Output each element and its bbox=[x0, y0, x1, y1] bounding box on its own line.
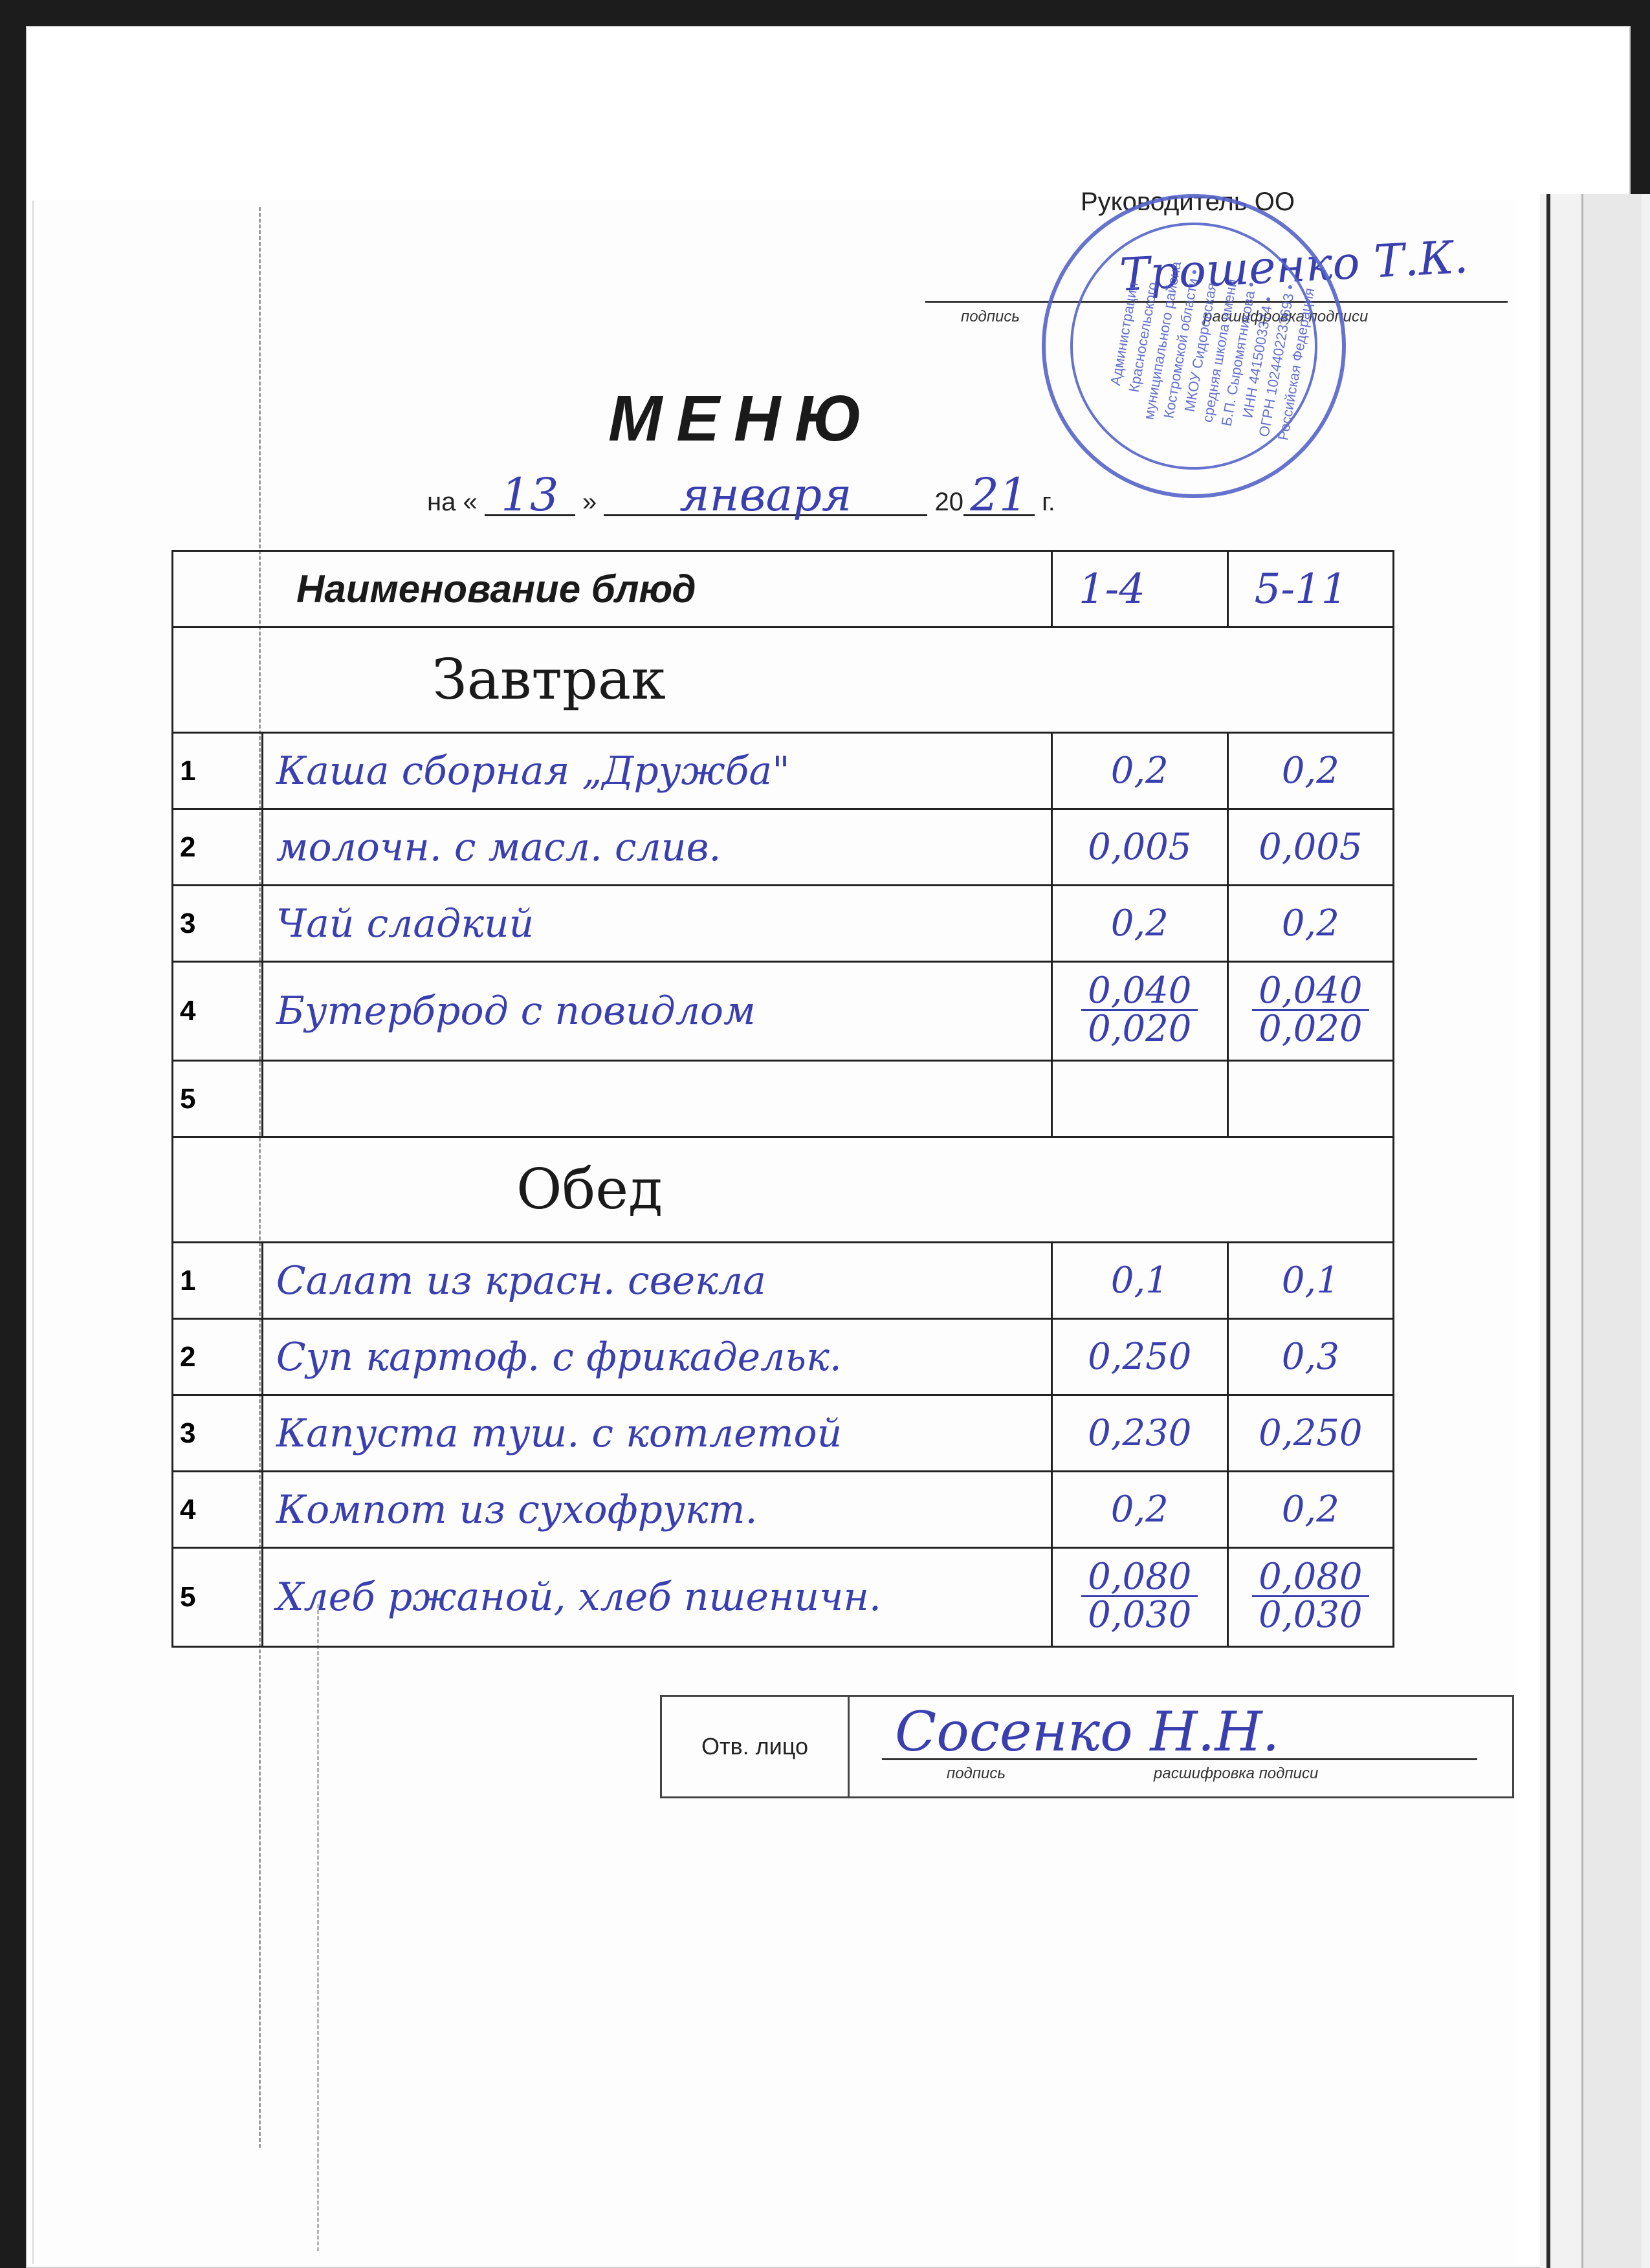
portion-5-11 bbox=[1227, 962, 1393, 1061]
header-col-grades-5-11: 5-11 bbox=[1227, 551, 1393, 627]
menu-date bbox=[427, 468, 1055, 521]
portion-5-11: 0,3 bbox=[1227, 1319, 1393, 1395]
dish-name: Хлеб ржаной, хлеб пшеничн. bbox=[262, 1548, 1051, 1647]
fraction-top: 0,040 bbox=[1081, 973, 1198, 1011]
decode-caption: расшифровка подписи bbox=[1154, 1765, 1319, 1782]
paper-edge bbox=[1540, 194, 1650, 2268]
responsible-signature: Сосенко Н.Н. bbox=[895, 1700, 1280, 1763]
fraction-top: 0,080 bbox=[1252, 1559, 1369, 1597]
head-signature: Трошенко Т.К. bbox=[1118, 230, 1469, 302]
signature-caption: подпись bbox=[947, 1765, 1006, 1782]
date-prefix: на « bbox=[427, 488, 478, 516]
table-row bbox=[173, 1319, 1394, 1395]
portion-5-11: 0,005 bbox=[1227, 809, 1393, 886]
fraction-top: 0,040 bbox=[1252, 973, 1369, 1011]
fraction-bottom: 0,030 bbox=[1088, 1593, 1192, 1636]
date-year-prefix: 20 bbox=[934, 488, 963, 516]
portion-1-4 bbox=[1051, 1548, 1227, 1647]
dish-name: Бутерброд с повидлом bbox=[262, 962, 1051, 1061]
row-number: 1 bbox=[173, 1243, 263, 1319]
stamp-text: Администрация Красносельского муниципального района Костромской области • МКОУ Сидоровская средняя школа имени Б.П. Сыромятникова • ИНН 4415003374 • ОГРН 1024402233693 • Российская Федерация bbox=[1106, 260, 1318, 442]
dish-name: Салат из красн. свекла bbox=[262, 1243, 1051, 1319]
portion-5-11: 0,2 bbox=[1227, 733, 1393, 809]
table-row bbox=[173, 1548, 1394, 1647]
fraction-top: 0,080 bbox=[1081, 1559, 1198, 1597]
portion-5-11: 0,1 bbox=[1227, 1243, 1393, 1319]
responsible-person-block bbox=[660, 1695, 1514, 1798]
fraction-bottom: 0,020 bbox=[1088, 1007, 1192, 1050]
fraction bbox=[1252, 969, 1369, 1050]
portion-1-4: 0,1 bbox=[1051, 1243, 1227, 1319]
portion-5-11 bbox=[1227, 1548, 1393, 1647]
fold-line bbox=[317, 1604, 319, 2251]
row-number: 3 bbox=[173, 886, 263, 962]
section-row bbox=[173, 627, 1394, 733]
signature-line bbox=[882, 1758, 1477, 1760]
table-row bbox=[173, 1395, 1394, 1472]
table-row bbox=[173, 1061, 1394, 1137]
fraction bbox=[1081, 969, 1198, 1050]
table-row bbox=[173, 733, 1394, 809]
dish-name: Компот из сухофрукт. bbox=[262, 1472, 1051, 1548]
row-number: 5 bbox=[173, 1548, 263, 1647]
portion-1-4 bbox=[1051, 962, 1227, 1061]
decode-caption: расшифровка подписи bbox=[1204, 308, 1369, 325]
row-number: 5 bbox=[173, 1061, 263, 1137]
responsible-label: Отв. лицо bbox=[662, 1697, 850, 1796]
fraction-bottom: 0,020 bbox=[1259, 1007, 1363, 1050]
portion-1-4: 0,230 bbox=[1051, 1395, 1227, 1472]
table-row bbox=[173, 1243, 1394, 1319]
date-month: января bbox=[604, 475, 927, 516]
portion-5-11: 0,250 bbox=[1227, 1395, 1393, 1472]
table-header-row bbox=[173, 551, 1394, 627]
table-row bbox=[173, 962, 1394, 1061]
fraction-bottom: 0,030 bbox=[1259, 1593, 1363, 1636]
section-row bbox=[173, 1137, 1394, 1243]
table-row bbox=[173, 886, 1394, 962]
row-number: 3 bbox=[173, 1395, 263, 1472]
dish-name: Чай сладкий bbox=[262, 886, 1051, 962]
page-title: МЕНЮ bbox=[608, 382, 877, 455]
portion-1-4: 0,005 bbox=[1051, 809, 1227, 886]
portion-1-4: 0,2 bbox=[1051, 886, 1227, 962]
menu-table bbox=[171, 550, 1394, 1648]
date-suffix: г. bbox=[1042, 488, 1055, 516]
header-col-grades-1-4: 1-4 bbox=[1051, 551, 1227, 627]
section-lunch: Обед bbox=[173, 1137, 1394, 1243]
dish-name bbox=[262, 1061, 1051, 1137]
section-breakfast: Завтрак bbox=[173, 627, 1394, 733]
date-day: 13 bbox=[485, 475, 575, 516]
portion-5-11 bbox=[1227, 1061, 1393, 1137]
date-year-suffix: 21 bbox=[963, 475, 1035, 516]
table-row bbox=[173, 1472, 1394, 1548]
row-number: 4 bbox=[173, 962, 263, 1061]
portion-5-11: 0,2 bbox=[1227, 1472, 1393, 1548]
head-title: Руководитель ОО bbox=[1081, 188, 1295, 216]
official-stamp bbox=[1042, 194, 1346, 498]
table-row bbox=[173, 809, 1394, 886]
date-mid: » bbox=[582, 488, 597, 516]
row-number: 2 bbox=[173, 809, 263, 886]
portion-1-4: 0,250 bbox=[1051, 1319, 1227, 1395]
portion-1-4 bbox=[1051, 1061, 1227, 1137]
fraction bbox=[1081, 1555, 1198, 1636]
dish-name: Суп картоф. с фрикадельк. bbox=[262, 1319, 1051, 1395]
dish-name: Капуста туш. с котлетой bbox=[262, 1395, 1051, 1472]
portion-5-11: 0,2 bbox=[1227, 886, 1393, 962]
signature-caption: подпись bbox=[961, 308, 1020, 325]
row-number: 4 bbox=[173, 1472, 263, 1548]
row-number: 2 bbox=[173, 1319, 263, 1395]
header-dish-name: Наименование блюд bbox=[173, 551, 1052, 627]
dish-name: Каша сборная „Дружба" bbox=[262, 733, 1051, 809]
portion-1-4: 0,2 bbox=[1051, 733, 1227, 809]
dish-name: молочн. с масл. слив. bbox=[262, 809, 1051, 886]
fraction bbox=[1252, 1555, 1369, 1636]
row-number: 1 bbox=[173, 733, 263, 809]
portion-1-4: 0,2 bbox=[1051, 1472, 1227, 1548]
